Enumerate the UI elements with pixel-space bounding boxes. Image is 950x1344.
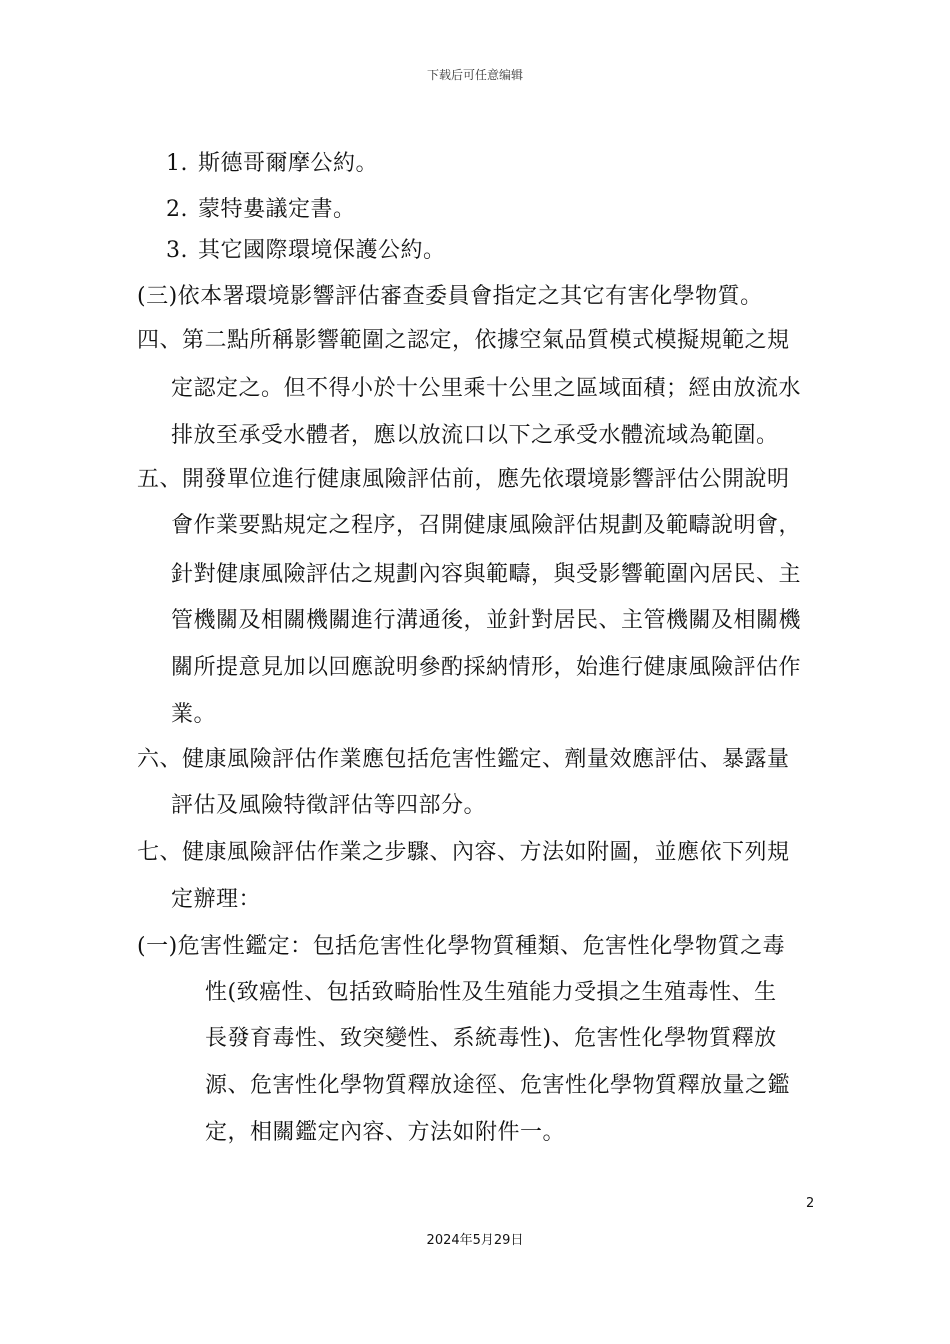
paragraph-line: (一)危害性鑑定：包括危害性化學物質種類、危害性化學物質之毒 bbox=[137, 934, 786, 959]
paragraph-line: 管機關及相關機關進行溝通後，並針對居民、主管機關及相關機 bbox=[171, 608, 802, 633]
paragraph-line: 五、開發單位進行健康風險評估前，應先依環境影響評估公開說明 bbox=[137, 467, 790, 492]
list-item-number: 3. bbox=[166, 238, 188, 263]
paragraph-line: 排放至承受水體者，應以放流口以下之承受水體流域為範圍。 bbox=[171, 423, 779, 448]
paragraph-line: 源、危害性化學物質釋放途徑、危害性化學物質釋放量之鑑 bbox=[205, 1073, 791, 1098]
list-item bbox=[166, 236, 446, 266]
paragraph-line: 六、健康風險評估作業應包括危害性鑑定、劑量效應評估、暴露量 bbox=[137, 747, 790, 772]
paragraph-line: 針對健康風險評估之規劃內容與範疇，與受影響範圍內居民、主 bbox=[171, 562, 802, 587]
paragraph-line: 長發育毒性、致突變性、系統毒性)、危害性化學物質釋放 bbox=[205, 1026, 777, 1051]
paragraph-line: 會作業要點規定之程序，召開健康風險評估規劃及範疇說明會， bbox=[171, 513, 802, 538]
page-number: 2 bbox=[806, 1196, 815, 1211]
paragraph-line: 業。 bbox=[171, 702, 217, 727]
list-item bbox=[166, 195, 356, 225]
list-item bbox=[166, 149, 378, 179]
page-footer-date: 2024年5月29日 bbox=[426, 1233, 524, 1248]
list-item-number: 1. bbox=[166, 151, 188, 176]
paragraph-line: 七、健康風險評估作業之步驟、內容、方法如附圖，並應依下列規 bbox=[137, 840, 790, 865]
page-header: 下载后可任意编辑 bbox=[426, 68, 523, 82]
paragraph-line: 關所提意見加以回應說明參酌採納情形，始進行健康風險評估作 bbox=[171, 655, 802, 680]
paragraph-line: 四、第二點所稱影響範圍之認定，依據空氣品質模式模擬規範之規 bbox=[137, 328, 790, 353]
paragraph-line: 定認定之。但不得小於十公里乘十公里之區域面積；經由放流水 bbox=[171, 376, 802, 401]
paragraph-line: (三)依本署環境影響評估審查委員會指定之其它有害化學物質。 bbox=[137, 284, 763, 309]
list-item-number: 2. bbox=[166, 197, 188, 222]
paragraph-line: 評估及風險特徵評估等四部分。 bbox=[171, 793, 487, 818]
paragraph-line: 定，相關鑑定內容、方法如附件一。 bbox=[205, 1120, 566, 1145]
paragraph-line: 性(致癌性、包括致畸胎性及生殖能力受損之生殖毒性、生 bbox=[205, 980, 777, 1005]
paragraph-line: 定辦理： bbox=[171, 887, 262, 912]
list-item-text: 斯德哥爾摩公約。 bbox=[198, 151, 379, 176]
list-item-text: 其它國際環境保護公約。 bbox=[198, 238, 446, 263]
list-item-text: 蒙特婁議定書。 bbox=[198, 197, 356, 222]
